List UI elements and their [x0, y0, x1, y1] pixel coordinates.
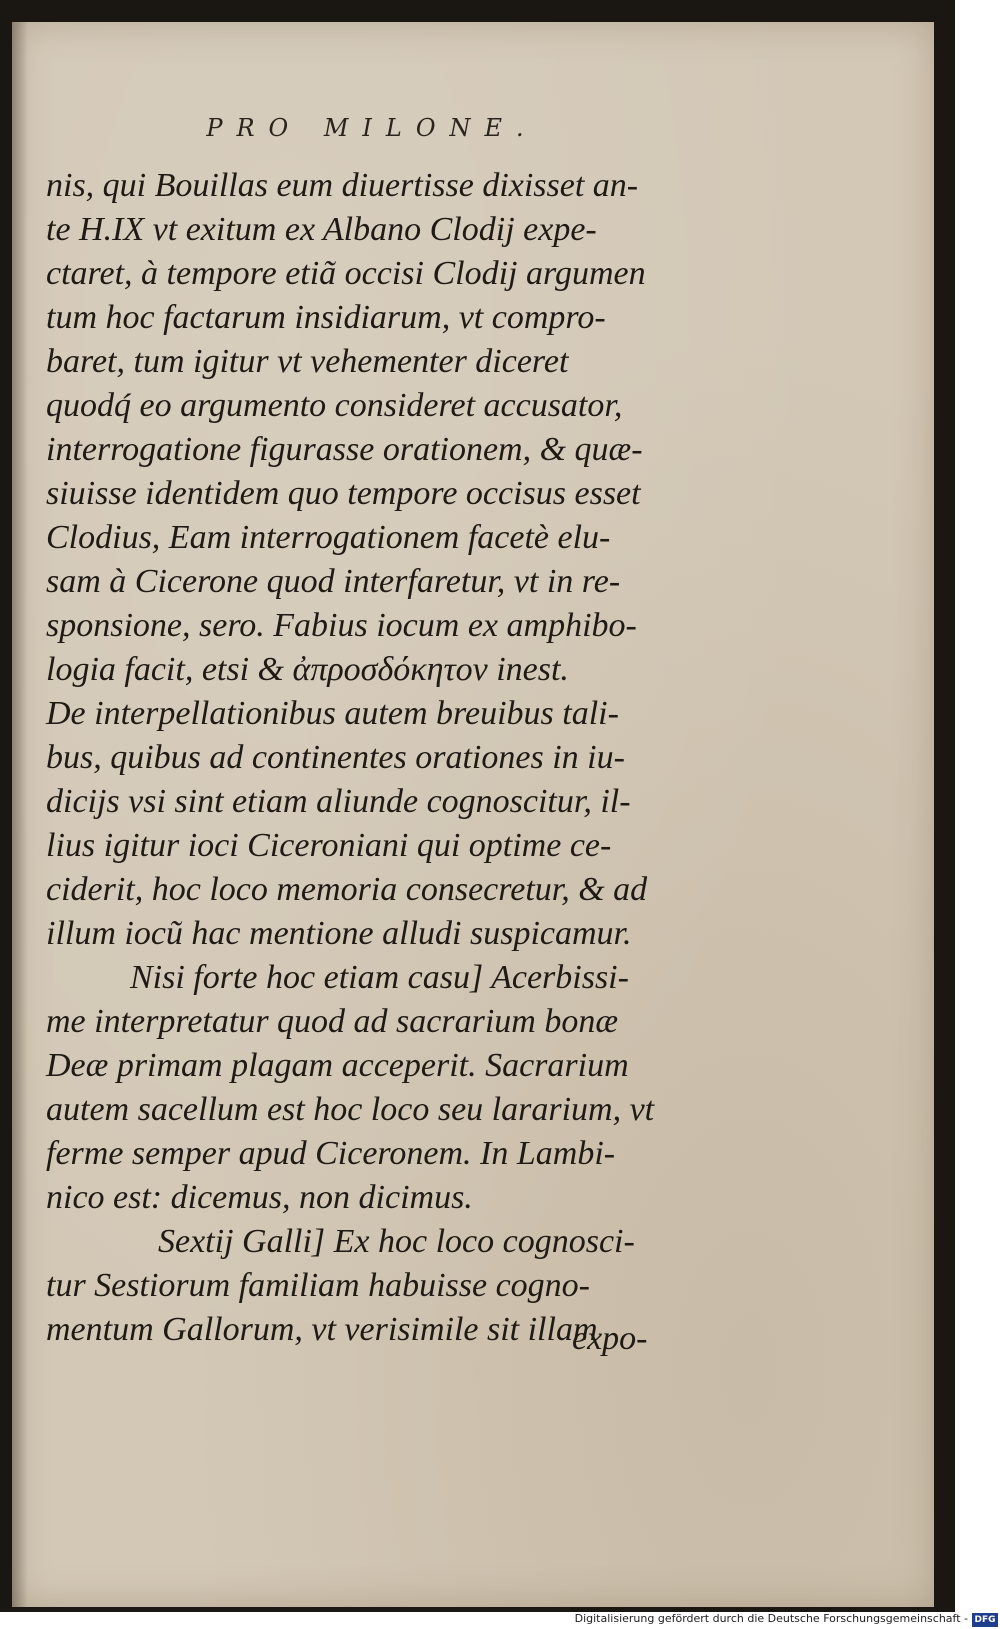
text-line: sponsione, sero. Fabius iocum ex amphibo-: [46, 607, 637, 644]
running-head: PRO MILONE.: [206, 114, 538, 142]
text-line: ferme semper apud Ciceronem. In Lambi-: [46, 1135, 616, 1172]
text-line: lius igitur ioci Ciceroniani qui optime ce-: [46, 827, 612, 864]
text-line: siuisse identidem quo tempore occisus esset: [46, 475, 641, 512]
text-line: logia facit, etsi & ἀπροσδόκητον inest.: [46, 651, 569, 688]
text-line: tum hoc factarum insidiarum, vt compro-: [46, 299, 606, 336]
text-line: te H.IX vt exitum ex Albano Clodij expe-: [46, 211, 597, 248]
text-line: bus, quibus ad continentes orationes in iu-: [46, 739, 625, 776]
text-line: interrogatione figurasse orationem, & quæ-: [46, 431, 643, 468]
text-line: me interpretatur quod ad sacrarium bonæ: [46, 1003, 619, 1040]
body-text: [46, 164, 686, 1352]
text-line: mentum Gallorum, vt verisimile sit illam: [46, 1311, 598, 1348]
text-line: nis, qui Bouillas eum diuertisse dixisset an-: [46, 167, 639, 204]
text-line: baret, tum igitur vt vehementer diceret: [46, 343, 569, 380]
spine-shadow: [12, 22, 28, 1607]
catchword: expo-: [572, 1320, 648, 1357]
text-line: sam à Cicerone quod interfaretur, vt in re-: [46, 563, 621, 600]
text-line: Nisi forte hoc etiam casu] Acerbissi-: [130, 959, 629, 996]
text-line: autem sacellum est hoc loco seu lararium, vt: [46, 1091, 655, 1128]
text-line: Clodius, Eam interrogationem facetè elu-: [46, 519, 611, 556]
text-line: ciderit, hoc loco memoria consecretur, & ad: [46, 871, 648, 908]
text-line: De interpellationibus autem breuibus tali-: [46, 695, 619, 732]
text-line: Deæ primam plagam acceperit. Sacrarium: [46, 1047, 629, 1084]
footer-bar: [0, 1612, 1000, 1629]
text-line: tur Sestiorum familiam habuisse cogno-: [46, 1267, 590, 1304]
text-line: nico est: dicemus, non dicimus.: [46, 1179, 473, 1216]
text-line: dicijs vsi sint etiam aliunde cognoscitur, il-: [46, 783, 631, 820]
text-line: quodq́ eo argumento consideret accusator,: [46, 387, 623, 424]
text-line: Sextij Galli] Ex hoc loco cognosci-: [158, 1223, 635, 1260]
text-line: ctaret, à tempore etiã occisi Clodij argumen: [46, 255, 646, 292]
text-line: illum iocũ hac mentione alludi suspicamur.: [46, 915, 632, 952]
book-page: [12, 22, 934, 1607]
funding-notice: Digitalisierung gefördert durch die Deutsche Forschungsgemeinschaft -: [574, 1612, 968, 1625]
dfg-logo: DFG: [972, 1613, 998, 1627]
